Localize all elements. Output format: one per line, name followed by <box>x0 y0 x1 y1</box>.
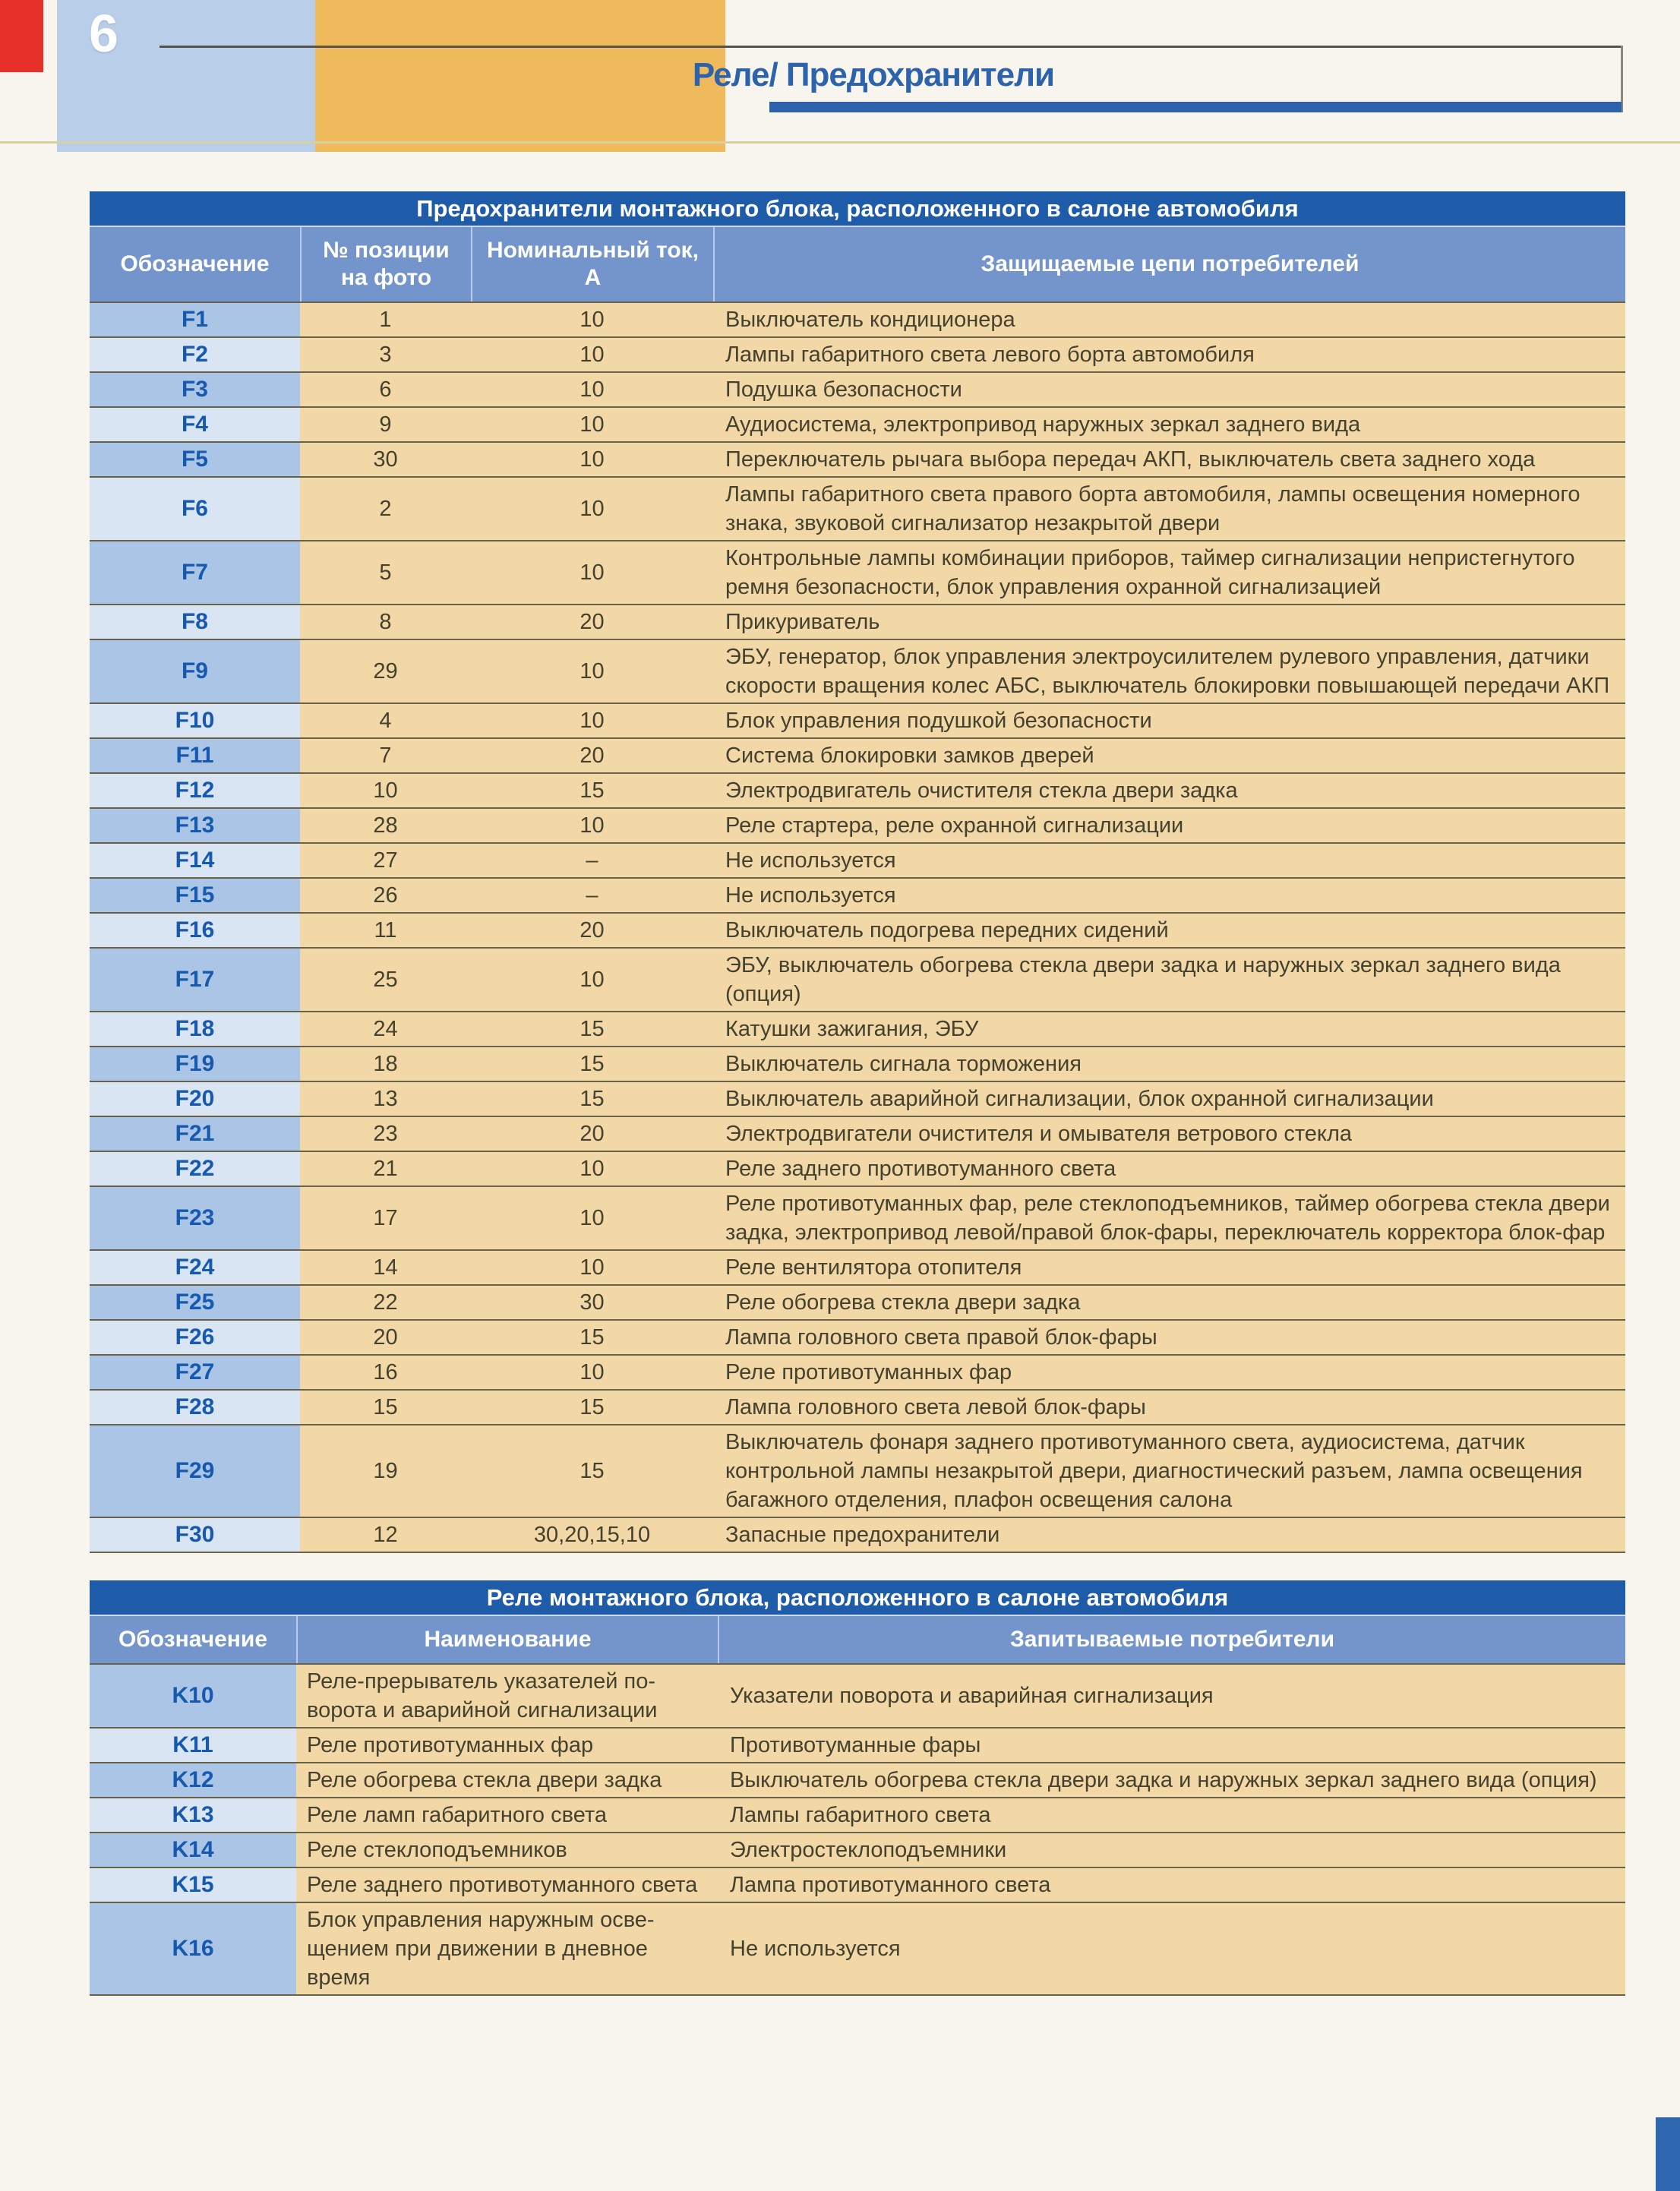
fuse-designation: F23 <box>90 1187 300 1249</box>
fuse-designation: F29 <box>90 1425 300 1517</box>
fuse-table-row <box>90 737 1625 772</box>
fuse-rated-current: 30,20,15,10 <box>533 1523 651 1547</box>
fuse-rated-current: 10 <box>579 709 605 733</box>
fuse-rated-current: 15 <box>579 1395 605 1419</box>
fuse-photo-position: 3 <box>379 343 392 367</box>
relay-consumers: Противотуманные фары <box>730 1733 981 1757</box>
fuse-rated-current: 10 <box>579 308 605 332</box>
fuse-rated-current: 10 <box>579 659 605 684</box>
fuse-designation: F27 <box>90 1356 300 1389</box>
fuse-photo-position: 11 <box>374 918 397 942</box>
fuse-designation: F24 <box>90 1251 300 1284</box>
fuse-protected-circuits: Система блокировки замков дверей <box>725 743 1094 768</box>
page-number: 6 <box>89 4 118 63</box>
fuse-photo-position: 5 <box>379 560 392 585</box>
relay-consumers: Выключатель обогрева стекла двери задка и наружных зеркал заднего вида (опция) <box>730 1768 1597 1792</box>
relay-table-header <box>90 1616 1625 1663</box>
fuse-photo-position: 12 <box>373 1523 398 1547</box>
fuse-photo-position: 6 <box>379 377 392 402</box>
relay-name: Реле заднего противотуманного света <box>307 1873 698 1897</box>
fuse-designation: F19 <box>90 1047 300 1081</box>
relay-table-body <box>90 1663 1625 1996</box>
fuse-rated-current: 10 <box>579 497 605 521</box>
fuse-table-body <box>90 301 1625 1553</box>
header-rule-top <box>159 46 1623 48</box>
relay-col-designation: Обозначение <box>118 1627 268 1652</box>
fuse-table-row <box>90 336 1625 371</box>
fuse-designation: F18 <box>90 1012 300 1046</box>
relay-name: Реле-прерыватель указателей поворота и аварийной сигнализации <box>307 1669 658 1722</box>
fuse-photo-position: 14 <box>373 1255 398 1280</box>
fuse-table-row <box>90 604 1625 639</box>
fuse-photo-position: 25 <box>373 968 398 992</box>
fuse-table-row <box>90 1011 1625 1046</box>
fuse-table-row <box>90 807 1625 842</box>
relay-table-title: Реле монтажного блока, расположенного в салоне автомобиля <box>90 1580 1625 1616</box>
fuse-table-row <box>90 1389 1625 1424</box>
fuse-rated-current: 15 <box>579 1052 605 1076</box>
relay-designation: K12 <box>90 1763 296 1797</box>
relay-name: Блок управления наружным освещением при движении в дневное время <box>307 1908 655 1990</box>
relay-name: Реле стеклоподъемников <box>307 1838 567 1862</box>
fuse-photo-position: 18 <box>373 1052 398 1076</box>
fuse-designation: F14 <box>90 844 300 877</box>
fuse-protected-circuits: Не используется <box>725 848 896 873</box>
fuse-photo-position: 10 <box>373 778 398 803</box>
relay-designation: K10 <box>90 1665 296 1727</box>
fuse-rated-current: 10 <box>579 447 605 472</box>
fuse-table-row <box>90 1249 1625 1284</box>
fuse-rated-current: – <box>586 848 598 873</box>
relay-designation: K16 <box>90 1903 296 1994</box>
header-divider-line <box>0 141 1680 144</box>
fuse-table <box>90 191 1625 1553</box>
fuse-table-row <box>90 1517 1625 1552</box>
relay-table-row <box>90 1797 1625 1832</box>
fuse-rated-current: 15 <box>579 1087 605 1111</box>
fuse-rated-current: 10 <box>579 1360 605 1384</box>
fuse-protected-circuits: Прикуриватель <box>725 610 880 634</box>
fuse-rated-current: 10 <box>579 377 605 402</box>
fuse-protected-circuits: Лампы габаритного света правого борта автомобиля, лампы освещения номерного знака, звуковой сигнализатор незакрытой двери <box>725 482 1581 535</box>
fuse-protected-circuits: Выключатель кондиционера <box>725 308 1015 332</box>
fuse-protected-circuits: Реле вентилятора отопителя <box>725 1255 1022 1280</box>
fuse-designation: F15 <box>90 879 300 912</box>
fuse-table-row <box>90 842 1625 877</box>
fuse-protected-circuits: Выключатель подогрева передних сидений <box>725 918 1169 942</box>
fuse-table-row <box>90 476 1625 540</box>
fuse-designation: F25 <box>90 1286 300 1319</box>
title-underline <box>769 102 1622 112</box>
relay-table-row <box>90 1762 1625 1797</box>
fuse-photo-position: 26 <box>373 883 398 908</box>
fuse-designation: F28 <box>90 1391 300 1424</box>
fuse-rated-current: 10 <box>579 560 605 585</box>
fuse-table-row <box>90 1354 1625 1389</box>
fuse-protected-circuits: Выключатель фонаря заднего противотуманного света, аудиосистема, датчик контрольной лампы незакрытой двери, диагностический разъем, лампа освещения багажного отделения, плафон освещения салона <box>725 1430 1583 1512</box>
fuse-photo-position: 9 <box>379 412 392 437</box>
fuse-col-circuits: Защищаемые цепи потребителей <box>713 227 1625 301</box>
fuse-photo-position: 1 <box>379 308 392 332</box>
fuse-rated-current: 20 <box>579 1122 605 1146</box>
chapter-tab <box>57 0 315 152</box>
fuse-protected-circuits: ЭБУ, генератор, блок управления электроусилителем рулевого управления, датчики скорости вращения колес АБС, выключатель блокировки повышающей передачи АКП <box>725 645 1610 698</box>
fuse-table-row <box>90 1319 1625 1354</box>
fuse-rated-current: 15 <box>579 1325 605 1350</box>
fuse-table-row <box>90 540 1625 604</box>
page-title: Реле/ Предохранители <box>692 56 1055 93</box>
fuse-protected-circuits: Реле обогрева стекла двери задка <box>725 1290 1081 1315</box>
fuse-rated-current: 15 <box>579 778 605 803</box>
fuse-col-photo-position: № позиции на фото <box>300 227 471 301</box>
fuse-table-row <box>90 371 1625 406</box>
fuse-designation: F12 <box>90 774 300 807</box>
tables-area <box>90 191 1625 1996</box>
fuse-rated-current: 20 <box>579 918 605 942</box>
fuse-table-row <box>90 1046 1625 1081</box>
fuse-rated-current: 10 <box>579 813 605 838</box>
fuse-photo-position: 27 <box>373 848 398 873</box>
fuse-photo-position: 20 <box>373 1325 398 1350</box>
fuse-designation: F1 <box>90 303 300 336</box>
fuse-rated-current: 15 <box>579 1017 605 1041</box>
relay-table-row <box>90 1727 1625 1762</box>
fuse-protected-circuits: Аудиосистема, электропривод наружных зеркал заднего вида <box>725 412 1361 437</box>
fuse-photo-position: 4 <box>379 709 392 733</box>
fuse-protected-circuits: Реле противотуманных фар, реле стеклоподъемников, таймер обогрева стекла двери задка, электропривод левой/правой блок-фары, переключатель корректора блок-фар <box>725 1192 1610 1245</box>
fuse-rated-current: 10 <box>579 1157 605 1181</box>
fuse-designation: F30 <box>90 1518 300 1552</box>
fuse-rated-current: 10 <box>579 1255 605 1280</box>
fuse-photo-position: 28 <box>373 813 398 838</box>
fuse-rated-current: 20 <box>579 743 605 768</box>
fuse-designation: F10 <box>90 704 300 737</box>
fuse-designation: F8 <box>90 605 300 639</box>
fuse-table-header <box>90 227 1625 301</box>
fuse-protected-circuits: Реле заднего противотуманного света <box>725 1157 1116 1181</box>
fuse-protected-circuits: Переключатель рычага выбора передач АКП, выключатель света заднего хода <box>725 447 1536 472</box>
fuse-photo-position: 29 <box>373 659 398 684</box>
fuse-photo-position: 17 <box>373 1206 398 1230</box>
fuse-table-row <box>90 406 1625 441</box>
fuse-rated-current: 30 <box>579 1290 605 1315</box>
fuse-protected-circuits: Лампа головного света правой блок-фары <box>725 1325 1157 1350</box>
fuse-designation: F20 <box>90 1082 300 1116</box>
fuse-photo-position: 24 <box>373 1017 398 1041</box>
relay-table-row <box>90 1902 1625 1994</box>
relay-consumers: Лампа противотуманного света <box>730 1873 1051 1897</box>
relay-col-consumers: Запитываемые потребители <box>718 1616 1625 1663</box>
fuse-designation: F6 <box>90 478 300 540</box>
fuse-rated-current: 10 <box>579 412 605 437</box>
fuse-table-row <box>90 947 1625 1011</box>
relay-consumers: Электростеклоподъемники <box>730 1838 1007 1862</box>
relay-name: Реле обогрева стекла двери задка <box>307 1768 662 1792</box>
fuse-designation: F13 <box>90 809 300 842</box>
fuse-photo-position: 19 <box>373 1459 398 1483</box>
fuse-protected-circuits: Подушка безопасности <box>725 377 962 402</box>
fuse-table-row <box>90 702 1625 737</box>
fuse-protected-circuits: Запасные предохранители <box>725 1523 1000 1547</box>
fuse-designation: F4 <box>90 408 300 441</box>
fuse-protected-circuits: Блок управления подушкой безопасности <box>725 709 1152 733</box>
fuse-table-row <box>90 1081 1625 1116</box>
fuse-photo-position: 21 <box>373 1157 398 1181</box>
fuse-protected-circuits: ЭБУ, выключатель обогрева стекла двери задка и наружных зеркал заднего вида (опция) <box>725 953 1561 1006</box>
fuse-table-row <box>90 639 1625 702</box>
relay-name: Реле противотуманных фар <box>307 1733 594 1757</box>
fuse-table-row <box>90 1116 1625 1151</box>
relay-table <box>90 1580 1625 1996</box>
fuse-table-row <box>90 1284 1625 1319</box>
fuse-table-row <box>90 772 1625 807</box>
relay-name: Реле ламп габаритного света <box>307 1803 607 1827</box>
fuse-table-title: Предохранители монтажного блока, расположенного в салоне автомобиля <box>90 191 1625 227</box>
fuse-table-row <box>90 301 1625 336</box>
fuse-protected-circuits: Катушки зажигания, ЭБУ <box>725 1017 979 1041</box>
relay-consumers: Не используется <box>730 1937 901 1961</box>
fuse-photo-position: 7 <box>379 743 392 768</box>
fuse-designation: F16 <box>90 914 300 947</box>
fuse-table-row <box>90 1151 1625 1185</box>
fuse-designation: F3 <box>90 373 300 406</box>
fuse-protected-circuits: Выключатель аварийной сигнализации, блок охранной сигнализации <box>725 1087 1434 1111</box>
fuse-photo-position: 8 <box>379 610 392 634</box>
fuse-table-row <box>90 877 1625 912</box>
relay-consumers: Указатели поворота и аварийная сигнализация <box>730 1684 1214 1708</box>
relay-designation: K13 <box>90 1798 296 1832</box>
fuse-photo-position: 23 <box>373 1122 398 1146</box>
fuse-photo-position: 2 <box>379 497 392 521</box>
relay-consumers: Лампы габаритного света <box>730 1803 991 1827</box>
fuse-protected-circuits: Не используется <box>725 883 896 908</box>
fuse-designation: F2 <box>90 338 300 371</box>
fuse-designation: F7 <box>90 541 300 604</box>
fuse-designation: F22 <box>90 1152 300 1185</box>
fuse-protected-circuits: Реле противотуманных фар <box>725 1360 1012 1384</box>
red-corner-mark <box>0 0 43 72</box>
fuse-protected-circuits: Реле стартера, реле охранной сигнализации <box>725 813 1184 838</box>
fuse-rated-current: 10 <box>579 1206 605 1230</box>
fuse-col-rated-current: Номинальный ток, А <box>471 227 713 301</box>
relay-table-row <box>90 1832 1625 1867</box>
fuse-protected-circuits: Выключатель сигнала торможения <box>725 1052 1082 1076</box>
fuse-protected-circuits: Электродвигатель очистителя стекла двери задка <box>725 778 1238 803</box>
fuse-protected-circuits: Лампа головного света левой блок-фары <box>725 1395 1146 1419</box>
relay-designation: K15 <box>90 1868 296 1902</box>
fuse-table-row <box>90 441 1625 476</box>
relay-designation: K11 <box>90 1728 296 1762</box>
relay-designation: K14 <box>90 1833 296 1867</box>
relay-table-row <box>90 1663 1625 1727</box>
fuse-rated-current: 10 <box>579 343 605 367</box>
fuse-designation: F26 <box>90 1321 300 1354</box>
fuse-table-row <box>90 1424 1625 1517</box>
fuse-protected-circuits: Электродвигатели очистителя и омывателя ветрового стекла <box>725 1122 1352 1146</box>
fuse-designation: F11 <box>90 739 300 772</box>
fuse-photo-position: 15 <box>373 1395 398 1419</box>
relay-table-row <box>90 1867 1625 1902</box>
fuse-protected-circuits: Лампы габаритного света левого борта автомобиля <box>725 343 1255 367</box>
fuse-rated-current: 10 <box>579 968 605 992</box>
fuse-photo-position: 16 <box>373 1360 398 1384</box>
fuse-rated-current: 15 <box>579 1459 605 1483</box>
fuse-protected-circuits: Контрольные лампы комбинации приборов, таймер сигнализации непристегнутого ремня безопасности, блок управления охранной сигнализацией <box>725 546 1575 599</box>
fuse-col-designation: Обозначение <box>120 251 270 276</box>
fuse-rated-current: 20 <box>579 610 605 634</box>
fuse-photo-position: 13 <box>373 1087 398 1111</box>
fuse-designation: F5 <box>90 443 300 476</box>
fuse-table-row <box>90 1185 1625 1249</box>
fuse-rated-current: – <box>586 883 598 908</box>
blue-corner-mark <box>1656 2117 1680 2191</box>
fuse-designation: F17 <box>90 949 300 1011</box>
fuse-table-row <box>90 912 1625 947</box>
fuse-photo-position: 30 <box>373 447 398 472</box>
fuse-designation: F21 <box>90 1117 300 1151</box>
fuse-designation: F9 <box>90 640 300 702</box>
fuse-photo-position: 22 <box>373 1290 398 1315</box>
relay-col-name: Наименование <box>296 1616 718 1663</box>
